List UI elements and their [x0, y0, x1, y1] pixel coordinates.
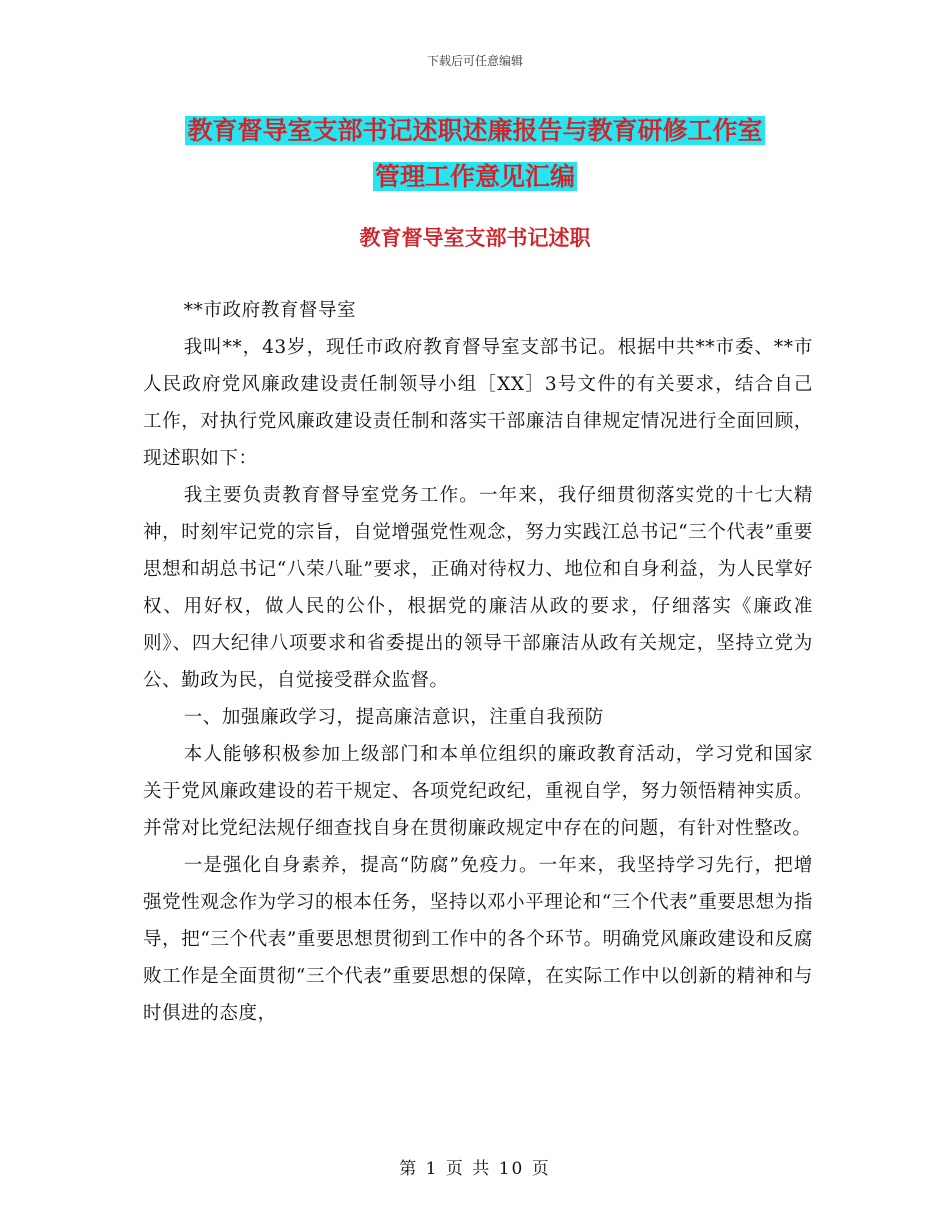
document-title-line-1: 教育督导室支部书记述职述廉报告与教育研修工作室	[187, 116, 763, 145]
body-paragraph: **市政府教育督导室	[183, 300, 357, 321]
page-number-footer: 第 1 页 共 10 页	[399, 1159, 551, 1179]
body-paragraph: 一是强化自身素养，提高“防腐”免疫力。一年来，我坚持学习先行，把增强党性观念作为学习的根本任务，坚持以邓小平理论和“三个代表”重要思想为指导，把“三个代表”重要思想贯彻到工作中的各个环节。明确党风廉政建设和反腐败工作是全面贯彻“三个代表”重要思想的保障，在实际工作中以创新的精神和与时俱进的态度，	[143, 855, 813, 1024]
document-title-line-2: 管理工作意见汇编	[374, 162, 575, 191]
document-title	[120, 108, 830, 200]
body-paragraph: 一、加强廉政学习，提高廉洁意识，注重自我预防	[183, 707, 604, 728]
section-title: 教育督导室支部书记述职	[359, 225, 591, 250]
header-note: 下载后可任意编辑	[426, 54, 523, 68]
body-paragraph: 本人能够积极参加上级部门和本单位组织的廉政教育活动，学习党和国家关于党风廉政建设的若干规定、各项党纪政纪，重视自学，努力领悟精神实质。并常对比党纪法规仔细查找自身在贯彻廉政规定中存在的问题，有针对性整改。	[143, 744, 813, 839]
body-paragraph: 我叫**，43岁，现任市政府教育督导室支部书记。根据中共**市委、**市人民政府党风廉政建设责任制领导小组［XX］3号文件的有关要求，结合自己工作，对执行党风廉政建设责任制和落实干部廉洁自律规定情况进行全面回顾，现述职如下：	[143, 337, 813, 469]
document-body	[143, 292, 813, 1032]
body-paragraph: 我主要负责教育督导室党务工作。一年来，我仔细贯彻落实党的十七大精神，时刻牢记党的宗旨，自觉增强党性观念，努力实践江总书记“三个代表”重要思想和胡总书记“八荣八耻”要求，正确对待权力、地位和自身利益，为人民掌好权、用好权，做人民的公仆，根据党的廉洁从政的要求，仔细落实《廉政准则》、四大纪律八项要求和省委提出的领导干部廉洁从政有关规定，坚持立党为公、勤政为民，自觉接受群众监督。	[143, 485, 813, 691]
